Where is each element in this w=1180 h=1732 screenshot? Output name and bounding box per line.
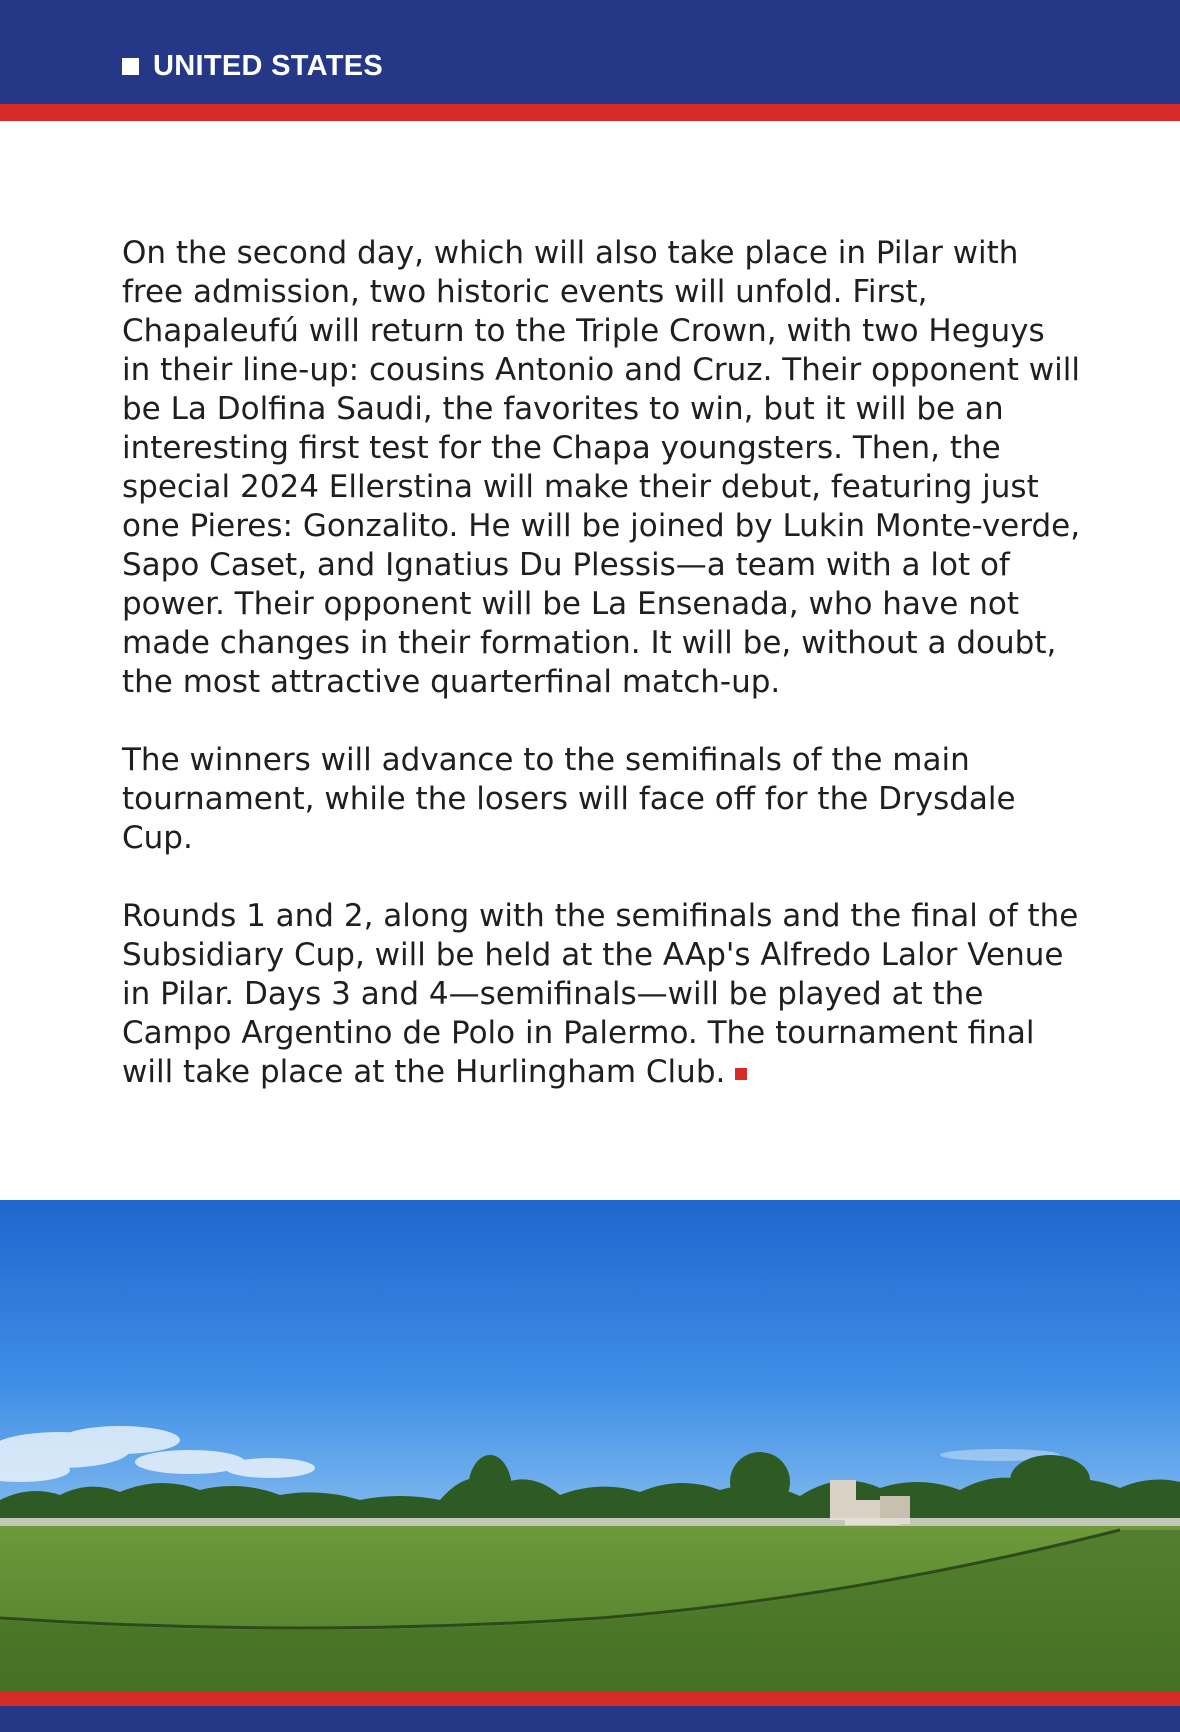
article-paragraph: The winners will advance to the semifinals of the main tournament, while the losers will face off for the Drysdale Cup. — [122, 742, 1016, 856]
polo-field-photo — [0, 1200, 1180, 1692]
end-of-article-icon — [735, 1068, 747, 1080]
section-label-text: UNITED STATES — [153, 50, 383, 82]
square-bullet-icon — [122, 58, 139, 75]
section-header-bar — [0, 0, 1180, 104]
footer-red-stripe — [0, 1692, 1180, 1706]
article-paragraph — [122, 897, 1082, 1092]
article-body — [122, 234, 1082, 1131]
footer-navy-bar — [0, 1706, 1180, 1732]
article-paragraph: On the second day, which will also take place in Pilar with free admission, two historic events will unfold. First, Chapaleufú will return to the Triple Crown, with two Heguys in their line-up: cousins Antonio and Cruz. Their opponent will be La Dolfina Saudi, the favorites to win, but it will be an interesting first test for the Chapa youngsters. Then, the special 2024 Ellerstina will make their debut, featuring just one Pieres: Gonzalito. He will be joined by Lukin Monte-verde, Sapo Caset, and Ignatius Du Plessis—a team with a lot of power. Their opponent will be La Ensenada, who have not made changes in their formation. It will be, without a doubt, the most attractive quarterfinal match-up. — [122, 235, 1081, 700]
header-red-stripe — [0, 104, 1180, 121]
section-label — [122, 50, 383, 83]
article-paragraph-text: Rounds 1 and 2, along with the semifinals and the final of the Subsidiary Cup, will be held at the AAp's Alfredo Lalor Venue in Pilar. Days 3 and 4—semifinals—will be played at the Campo Argentino de Polo in Palermo. The tournament final will take place at the Hurlingham Club. — [122, 898, 1079, 1090]
